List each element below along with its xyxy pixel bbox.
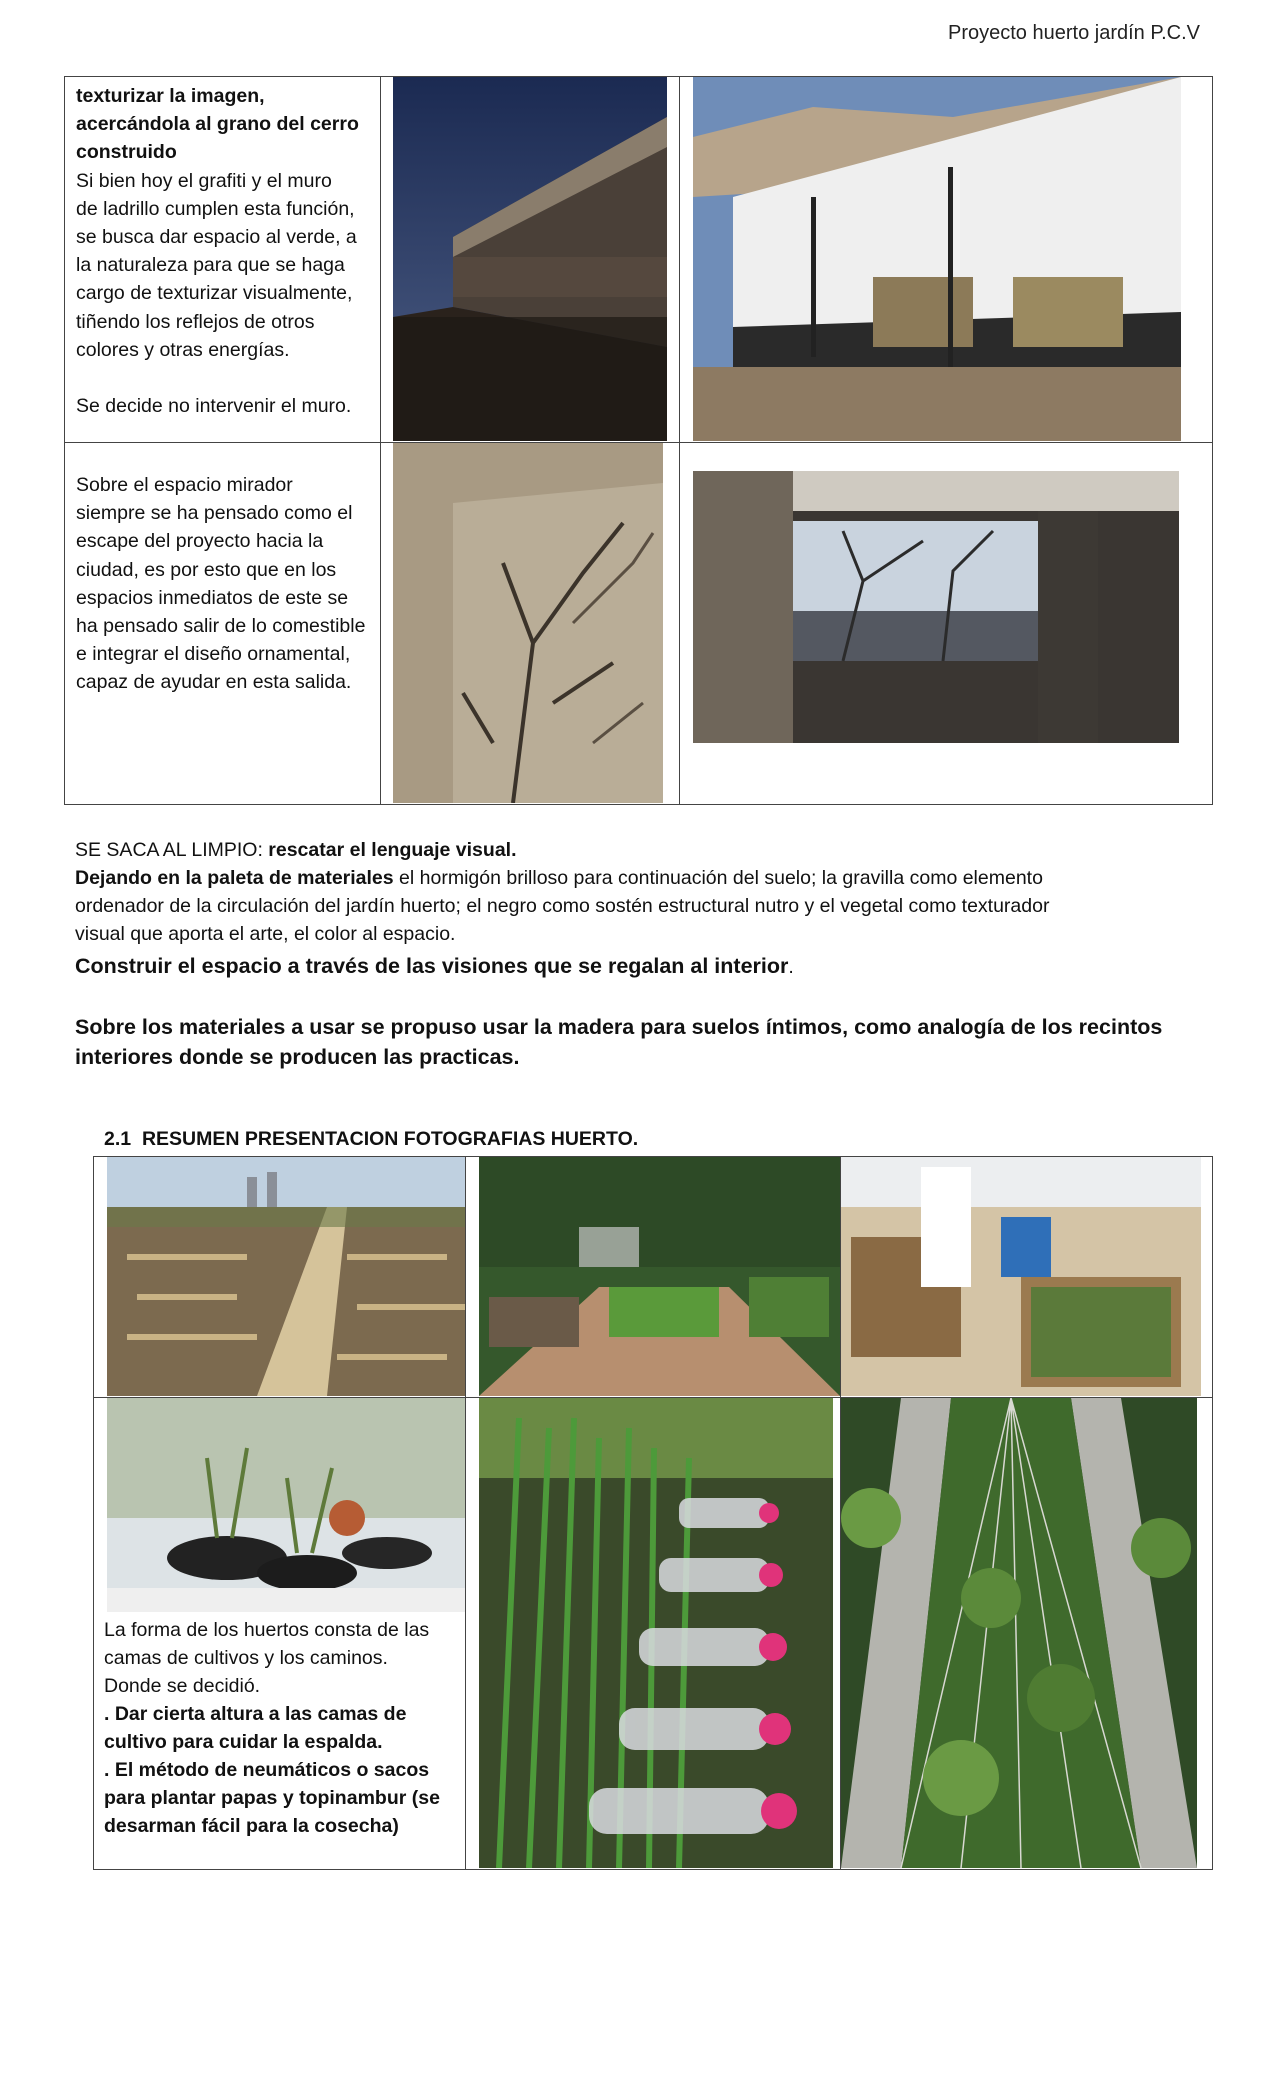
row1-photo-cell-a — [381, 77, 680, 443]
section-title: RESUMEN PRESENTACION FOTOGRAFIAS HUERTO. — [141, 1128, 639, 1150]
row1-body-line: de ladrillo cumplen esta función, — [76, 197, 355, 220]
garden-bold-line: desarman fácil para la cosecha) — [104, 1815, 399, 1837]
row2-body-line: capaz de ayudar en esta salida. — [76, 671, 352, 694]
white-building-photo — [693, 77, 1181, 441]
garden-text-line: camas de cultivos y los caminos. — [104, 1647, 388, 1669]
row2-photo-cell-a — [381, 443, 680, 805]
garden-bold-line: para plantar papas y topinambur (se — [104, 1787, 440, 1809]
row1-heading-line: construido — [76, 141, 177, 164]
viewpoint-window-photo — [693, 471, 1179, 743]
block-bed-trellis-photo — [841, 1398, 1197, 1868]
construct-period: . — [788, 956, 794, 978]
garden-photos-table — [93, 1156, 1213, 1870]
row1-body-line: la naturaleza para que se haga — [76, 254, 345, 277]
materials-text-line: ordenador de la circulación del jardín huerto; el negro como sostén estructural nutro y el vegetal como texturador — [75, 895, 1050, 917]
row1-body-line: cargo de texturizar visualmente, — [76, 282, 353, 305]
summary-emphasis: rescatar el lenguaje visual. — [268, 839, 517, 861]
row2-body-line: ciudad, es por esto que en los — [76, 558, 337, 581]
row1-body-line: tiñendo los reflejos de otros — [76, 310, 315, 333]
garden-bold-line: . Dar cierta altura a las camas de — [104, 1703, 407, 1725]
row2-body-line: e integrar el diseño ornamental, — [76, 643, 351, 666]
row1-closing: Se decide no intervenir el muro. — [76, 395, 352, 418]
row1-text-cell — [65, 77, 381, 443]
summary-prefix: SE SACA AL LIMPIO: — [75, 839, 269, 861]
garden-bold-line: . El método de neumáticos o sacos — [104, 1759, 430, 1781]
tree-shadow-wall-photo — [393, 443, 663, 803]
garden-text-line: La forma de los huertos consta de las — [104, 1619, 430, 1641]
materials-text-line: visual que aporta el arte, el color al espacio. — [75, 923, 456, 945]
community-garden-photo — [107, 1157, 465, 1396]
garden-photo-cell-3 — [841, 1157, 1213, 1398]
construct-statement: Construir el espacio a través de las visiones que se regalan al interior — [75, 954, 789, 978]
row1-heading-line: texturizar la imagen, — [76, 85, 265, 107]
row1-heading-line: acercándola al grano del cerro — [76, 113, 359, 136]
garden-bold-line: cultivo para cuidar la espalda. — [104, 1731, 383, 1753]
garden-photo-cell-2 — [466, 1157, 841, 1398]
garden-photo-cell-1 — [94, 1157, 466, 1398]
materials-text: el hormigón brilloso para continuación del suelo; la gravilla como elemento — [393, 867, 1043, 889]
wood-paragraph — [75, 1012, 1195, 1072]
row2-body-line: Sobre el espacio mirador — [76, 474, 293, 496]
row2-photo-cell-b — [680, 443, 1213, 805]
wood-line: Sobre los materiales a usar se propuso usar la madera para suelos íntimos, como analogía de los recintos — [75, 1015, 1163, 1039]
wall-at-dusk-photo — [393, 77, 667, 441]
row2-body-line: escape del proyecto hacia la — [76, 530, 324, 553]
row2-body-line: ha pensado salir de lo comestible — [76, 615, 366, 638]
wood-line: interiores donde se producen las practicas. — [75, 1045, 520, 1069]
row2-body-line: espacios inmediatos de este se — [76, 586, 349, 609]
garden-description — [94, 1612, 465, 1840]
summary-paragraph — [75, 836, 1195, 948]
garden-photo-cell-6 — [841, 1398, 1213, 1870]
garden-photo-cell-5 — [466, 1398, 841, 1870]
row1-body-line: Si bien hoy el grafiti y el muro — [76, 169, 332, 192]
bottle-garden-photo — [479, 1398, 833, 1868]
tire-planters-photo — [107, 1398, 465, 1612]
construct-paragraph — [75, 951, 1195, 981]
materials-emphasis: Dejando en la paleta de materiales — [75, 867, 394, 889]
planting-people-photo — [841, 1157, 1201, 1396]
top-table — [64, 76, 1213, 805]
row2-body-line: siempre se ha pensado como el — [76, 502, 353, 525]
row2-text-cell — [65, 443, 381, 805]
garden-text-cell — [94, 1398, 466, 1870]
section-heading — [104, 1128, 638, 1151]
row1-body-line: se busca dar espacio al verde, a — [76, 226, 357, 249]
section-number: 2.1 — [104, 1128, 132, 1150]
row1-photo-cell-b — [680, 77, 1213, 443]
row1-body-line: colores y otras energías. — [76, 338, 290, 361]
raised-beds-photo — [479, 1157, 840, 1396]
page-header: Proyecto huerto jardín P.C.V — [948, 22, 1200, 44]
garden-text-line: Donde se decidió. — [104, 1675, 261, 1697]
